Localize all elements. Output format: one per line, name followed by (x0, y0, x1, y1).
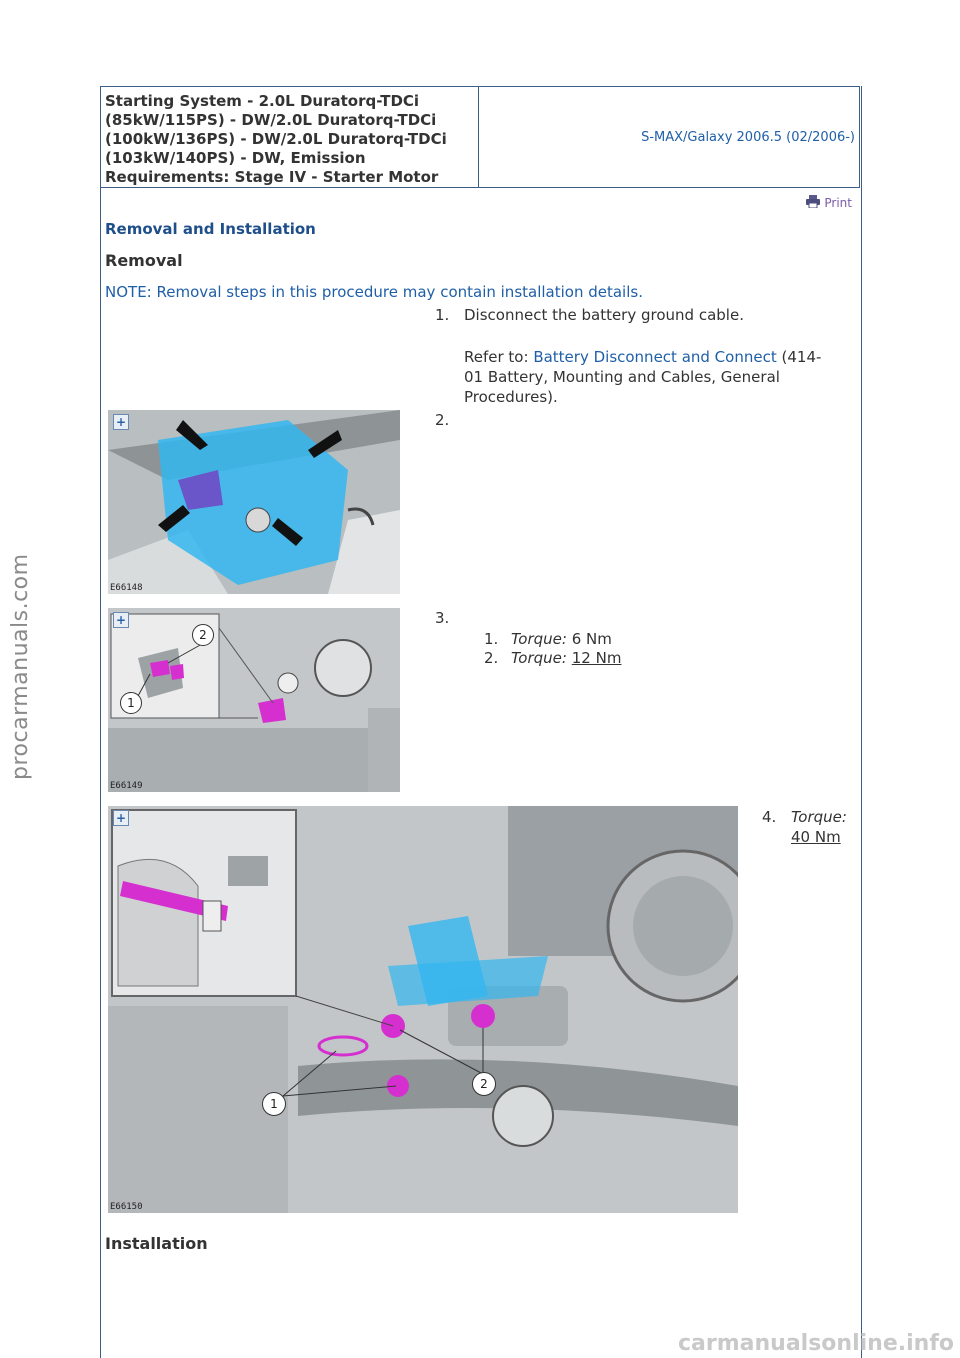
print-label: Print (824, 196, 852, 210)
engine-cover-illustration (108, 410, 400, 594)
document-title (101, 87, 479, 187)
callout-1: 1 (120, 692, 142, 714)
callout-2: 2 (192, 624, 214, 646)
removal-heading: Removal (105, 251, 183, 270)
step-number: 1. (435, 306, 450, 324)
torque-label: Torque: (511, 649, 567, 667)
title-line: (85kW/115PS) - DW/2.0L Duratorq-TDCi (105, 111, 437, 129)
torque-label-text: Torque: (791, 808, 847, 826)
callout-2: 2 (472, 1072, 496, 1096)
document-header (100, 86, 860, 188)
torque-label: Torque: (511, 630, 567, 648)
watermark-left: procarmanuals.com (8, 553, 33, 780)
printer-icon (806, 195, 820, 211)
starter-illustration (108, 806, 738, 1213)
torque-label (791, 807, 847, 827)
step-number: 3. (435, 609, 450, 627)
figure-id: E66148 (110, 583, 143, 593)
note-text: NOTE: Removal steps in this procedure may contain installation details. (105, 283, 643, 301)
title-line: (103kW/140PS) - DW, Emission (105, 149, 366, 167)
substep-number: 2. (484, 649, 499, 667)
section-title: Removal and Installation (105, 220, 316, 238)
sensor-illustration (108, 608, 400, 792)
figure-id: E66149 (110, 781, 143, 791)
title-line: Requirements: Stage IV - Starter Motor (105, 168, 439, 186)
torque-value: 40 Nm (791, 828, 841, 846)
model-label: S-MAX/Galaxy 2006.5 (02/2006-) (641, 129, 855, 145)
title-line: (100kW/136PS) - DW/2.0L Duratorq-TDCi (105, 130, 447, 148)
figure-engine-cover (108, 410, 400, 594)
torque-spec (511, 629, 612, 649)
step-number: 2. (435, 411, 450, 429)
substep-number: 1. (484, 630, 499, 648)
refer-suffix: (414- (781, 348, 822, 366)
step-text: Disconnect the battery ground cable. (464, 306, 744, 324)
watermark-bottom: carmanualsonline.info (678, 1331, 954, 1356)
figure-starter-motor (108, 806, 738, 1213)
refer-prefix: Refer to: (464, 348, 534, 366)
torque-value: 6 Nm (571, 630, 612, 648)
zoom-icon[interactable]: + (113, 810, 129, 826)
refer-suffix: Procedures). (464, 388, 558, 406)
step-number: 4. (762, 808, 777, 826)
title-line: Starting System - 2.0L Duratorq-TDCi (105, 92, 420, 110)
refer-suffix: 01 Battery, Mounting and Cables, General (464, 368, 780, 386)
installation-heading: Installation (105, 1234, 208, 1253)
torque-value: 12 Nm (571, 649, 622, 667)
torque-spec (511, 648, 621, 668)
zoom-icon[interactable]: + (113, 414, 129, 430)
figure-sensor-bolts (108, 608, 400, 792)
reference-link[interactable]: Battery Disconnect and Connect (533, 348, 777, 366)
callout-1: 1 (262, 1092, 286, 1116)
zoom-icon[interactable]: + (113, 612, 129, 628)
print-button[interactable] (806, 195, 852, 211)
step-reference (464, 347, 854, 407)
figure-id: E66150 (110, 1202, 143, 1212)
